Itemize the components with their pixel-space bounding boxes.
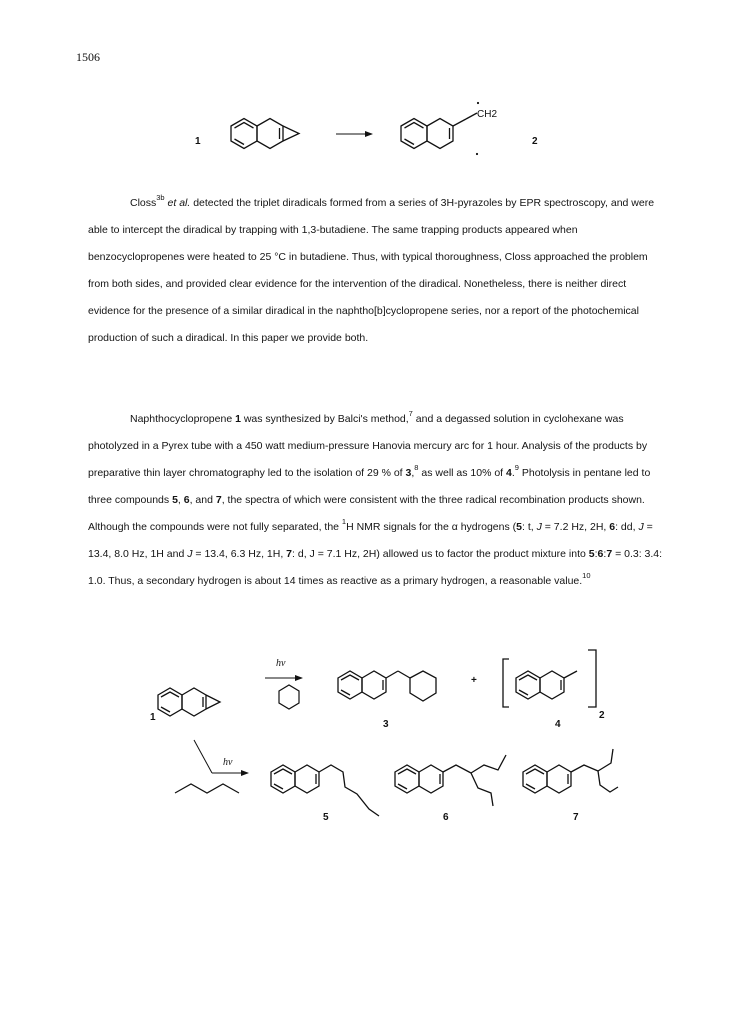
compound-7-structure — [523, 749, 618, 793]
compound-ref: 7 — [215, 494, 222, 506]
compound-5-structure — [271, 765, 379, 816]
compound-4-structure — [503, 650, 596, 707]
compound-1-label: 1 — [195, 136, 201, 147]
reference-superscript: 3b — [156, 193, 165, 202]
coupling-symbol: J — [536, 521, 542, 533]
text-run: : — [603, 548, 607, 560]
text-run: : — [594, 548, 598, 560]
reference-superscript: 9 — [514, 463, 519, 472]
compound-ref: 5 — [588, 548, 595, 560]
compound-5-label: 5 — [323, 812, 329, 823]
text-run: = 7.2 Hz, 2H, — [541, 521, 610, 533]
compound-ref: 6 — [609, 521, 616, 533]
scheme-1 — [0, 98, 749, 188]
compound-1-label: 1 — [150, 712, 156, 723]
text-run: : t, — [522, 521, 537, 533]
reference-superscript: 10 — [582, 571, 591, 580]
cyclohexane-solvent — [279, 685, 299, 709]
compound-1-structure — [158, 688, 220, 716]
coupling-symbol: J — [187, 548, 193, 560]
paragraph-2 — [88, 406, 663, 595]
compound-7-label: 7 — [573, 812, 579, 823]
coupling-symbol: J — [638, 521, 644, 533]
compound-1-structure — [231, 119, 299, 149]
text-run: and a degassed solution in cyclohexane was photolyzed in a Pyrex tube with a 450 watt medium-pressure Hanovia mercury arc for 1 hour. Analysis of the products by preparative thin layer chromatography led to the isolation of 29 % of — [88, 413, 648, 479]
text-run: H NMR signals for the α hydrogens ( — [346, 521, 517, 533]
plus-sign: + — [471, 675, 477, 686]
text-run: = 13.4, 8.0 Hz, 1H and — [88, 521, 653, 560]
hv-label-top: hv — [276, 658, 286, 669]
text-run: Closs — [130, 197, 157, 209]
reference-superscript: 8 — [414, 463, 419, 472]
pentane-solvent — [175, 784, 239, 793]
compound-ref: 4 — [506, 467, 512, 479]
dimer-subscript: 2 — [599, 710, 605, 721]
compound-ref: 7 — [286, 548, 293, 560]
compound-3-structure — [338, 671, 436, 701]
paragraph-1 — [88, 190, 663, 352]
text-run: et al. — [164, 197, 191, 209]
text-run: Naphthocyclopropene — [130, 413, 236, 425]
reference-superscript: 7 — [408, 409, 413, 418]
compound-2-label: 2 — [532, 136, 538, 147]
reaction-arrow-bottom — [194, 740, 212, 773]
compound-ref: 7 — [606, 548, 613, 560]
text-run: as well as 10% of — [418, 467, 507, 479]
compound-ref: 3 — [405, 467, 412, 479]
compound-ref: 6 — [597, 548, 604, 560]
isotope-superscript: 1 — [341, 517, 347, 526]
text-run: was synthesized by Balci's method, — [240, 413, 409, 425]
hv-label-bottom: hv — [223, 757, 233, 768]
compound-6-structure — [395, 755, 506, 806]
text-run: : dd, — [615, 521, 639, 533]
scheme-2 — [0, 645, 749, 835]
text-run: Photolysis in pentane led to three compounds — [88, 467, 651, 506]
text-run: , and — [189, 494, 216, 506]
text-run: = 13.4, 6.3 Hz, 1H, — [192, 548, 287, 560]
compound-ref: 5 — [516, 521, 522, 533]
compound-2-structure — [401, 102, 479, 155]
text-run: , — [177, 494, 184, 506]
text-run: = 0.3: 3.4: 1.0. Thus, a secondary hydrogen is about 14 times as reactive as a primary hydrogen, a reasonable value. — [88, 548, 663, 587]
compound-ref: 6 — [183, 494, 190, 506]
text-run: detected the triplet diradicals formed from a series of 3H-pyrazoles by EPR spectroscopy, and were able to intercept the diradical by trapping with 1,3-butadiene. The same trapping products appeared when benzocyclopropenes were heated to 25 °C in butadiene. Thus, with typical thoroughness, Closs approached the problem from both sides, and provided clear evidence for the intervention of the diradical. Nonetheless, there is neither direct evidence for the presence of a similar diradical in the naphtho[b]cyclopropene series, nor a report of the photochemical production of such a diradical. In this paper we provide both. — [88, 197, 655, 344]
radical-ch2: CH2 — [477, 109, 498, 120]
compound-ref: 5 — [172, 494, 178, 506]
page-number: 1506 — [76, 50, 100, 64]
compound-ref: 1 — [235, 413, 241, 425]
text-run: , the spectra of which were consistent with the three radical recombination products shown. Although the compounds were not fully separated, the — [88, 494, 645, 533]
text-run: : d, J = 7.1 Hz, 2H) allowed us to factor the product mixture into — [292, 548, 589, 560]
compound-4-label: 4 — [555, 719, 561, 730]
text-run: . — [511, 467, 515, 479]
compound-6-label: 6 — [443, 812, 449, 823]
text-run: , — [411, 467, 415, 479]
compound-3-label: 3 — [383, 719, 389, 730]
